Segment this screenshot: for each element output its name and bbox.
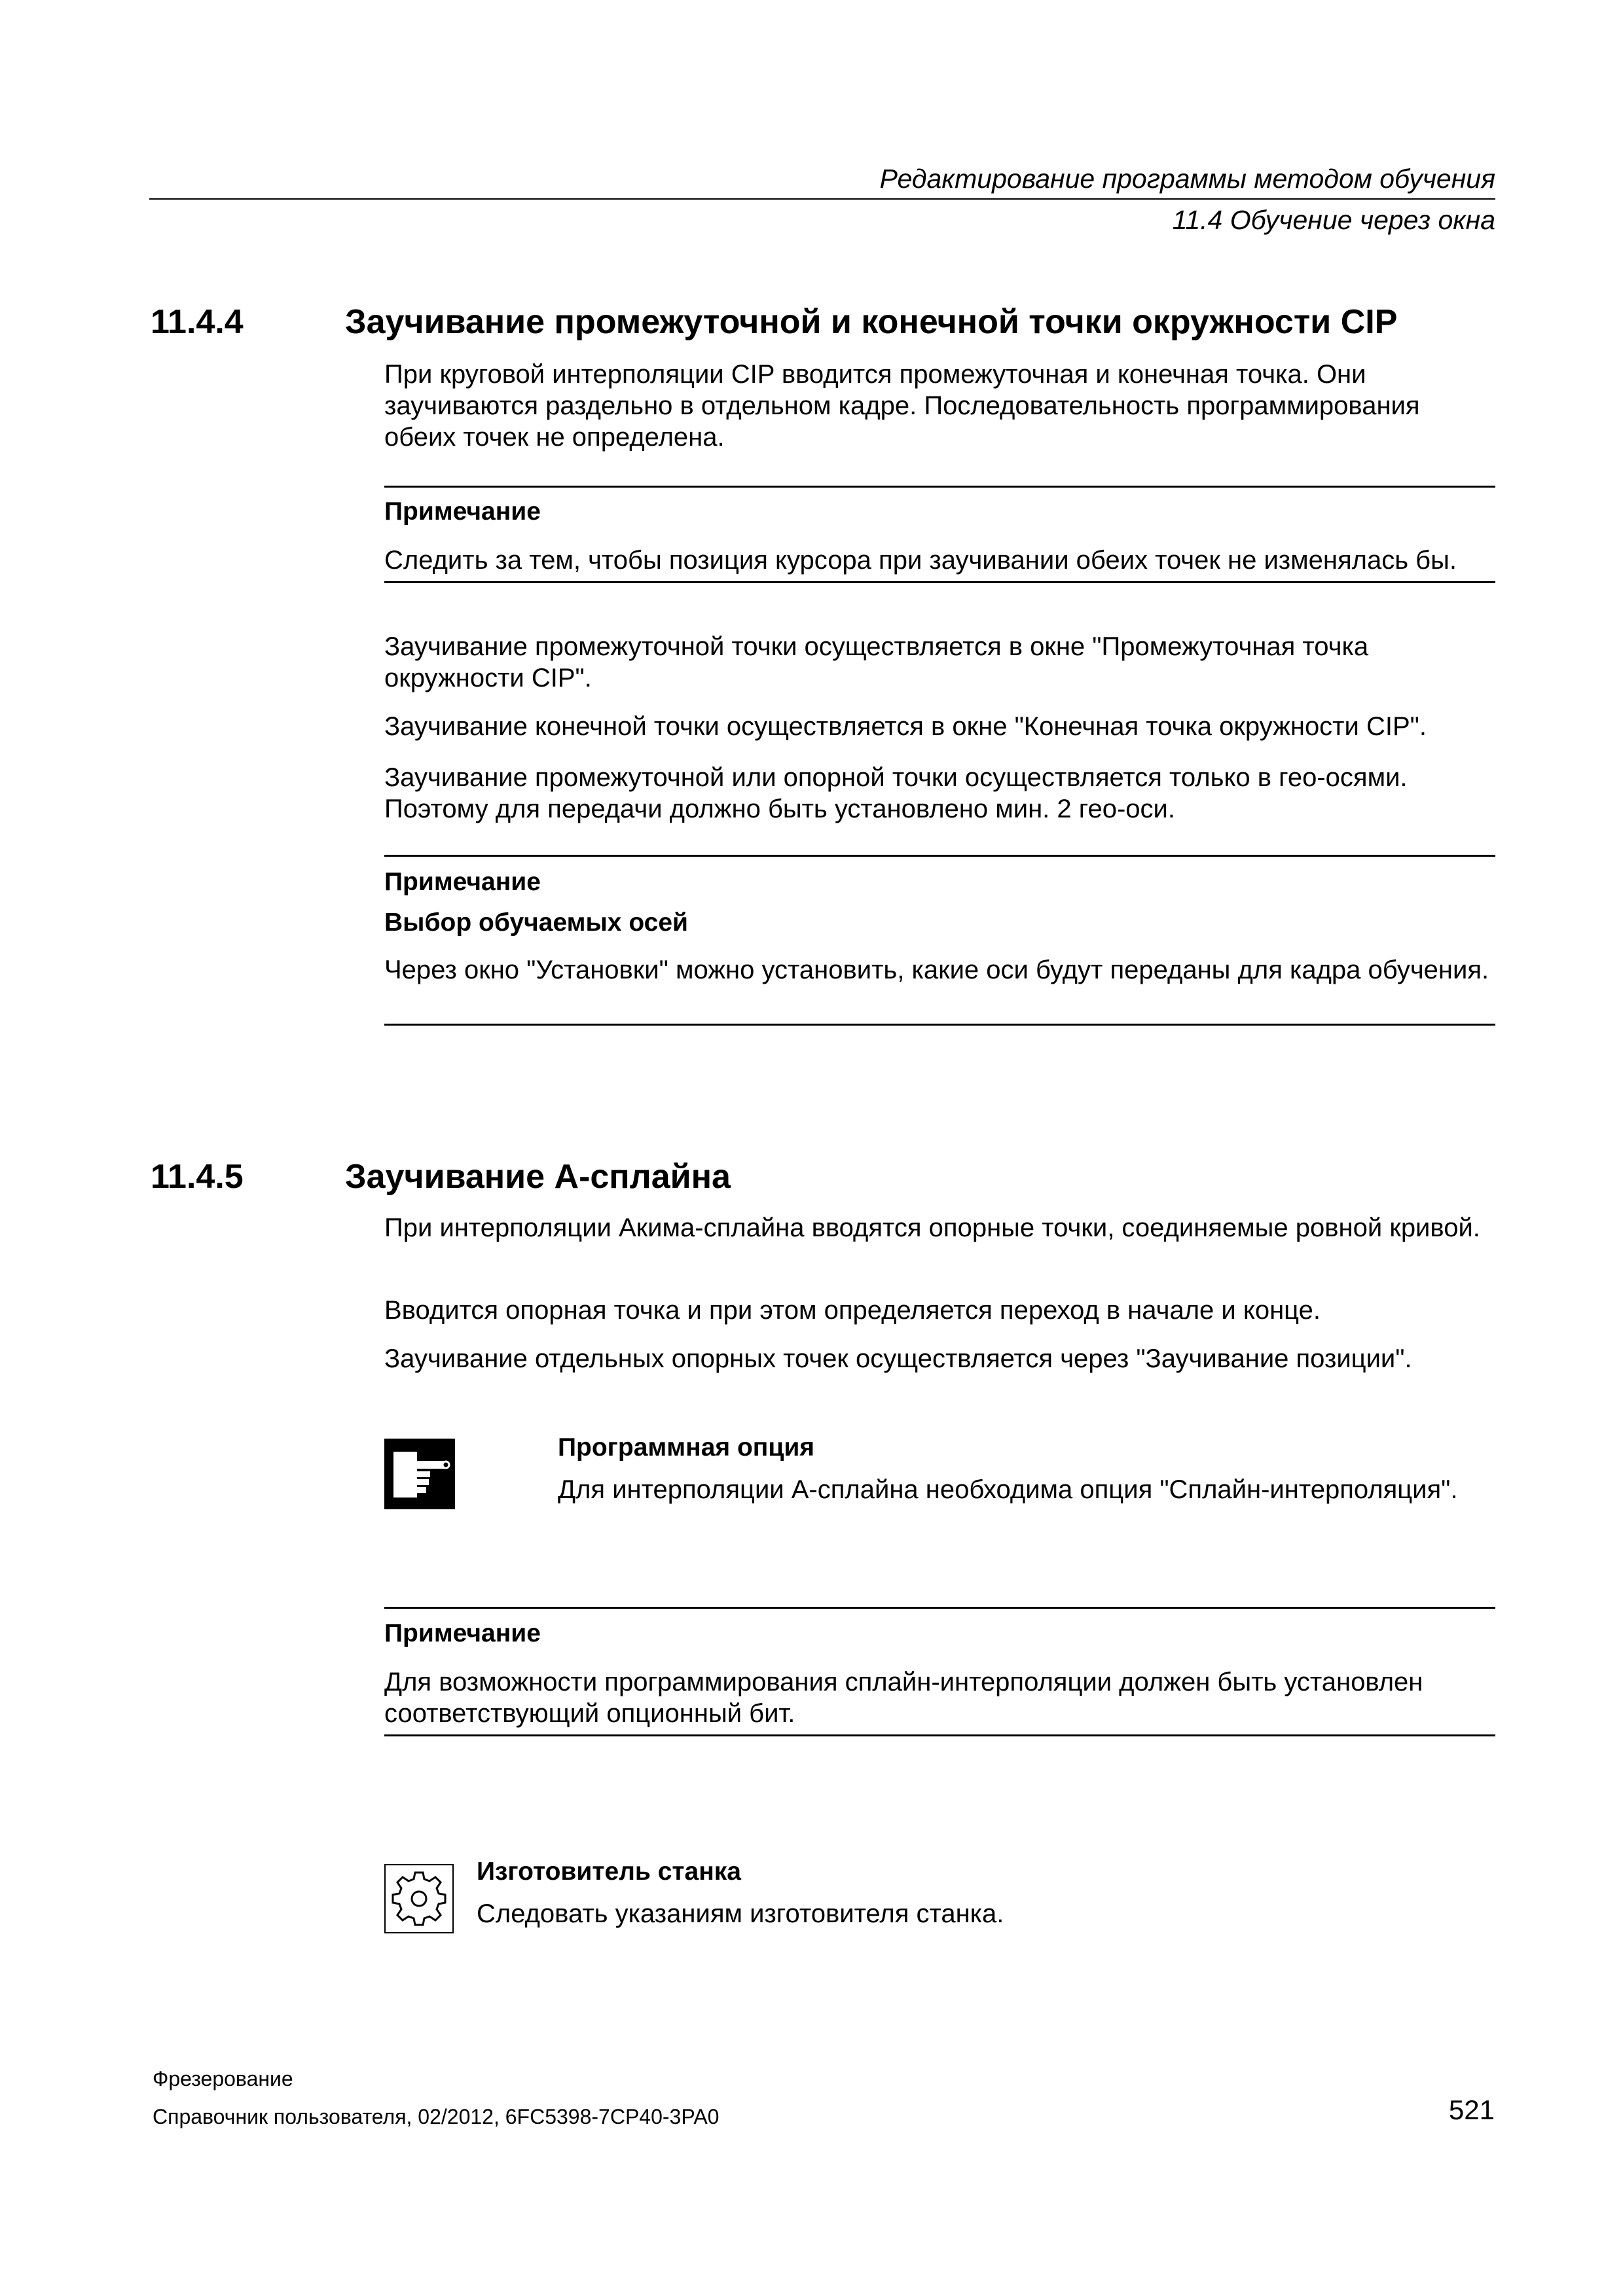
header-rule: [149, 198, 1495, 200]
manufacturer-heading: Изготовитель станка: [477, 1857, 741, 1886]
note-bottom-rule: [384, 1734, 1495, 1736]
note-bottom-rule: [384, 1024, 1495, 1026]
note-heading: Примечание: [384, 497, 541, 526]
note-top-rule: [384, 1607, 1495, 1609]
section-title: Заучивание A-сплайна: [345, 1158, 731, 1196]
page-number: 521: [1448, 2094, 1495, 2125]
note-top-rule: [384, 486, 1495, 488]
paragraph: Заучивание конечной точки осуществляется в окне "Конечная точка окружности CIP".: [384, 712, 1427, 741]
intro-paragraph: При круговой интерполяции CIP вводится промежуточная и конечная точка. Они заучиваются раздельно в отдельном кадре. Последовательность программирования обеих точек не определена.: [384, 360, 1420, 452]
running-header-section: 11.4 Обучение через окна: [1172, 205, 1495, 235]
section-number: 11.4.5: [151, 1158, 244, 1196]
paragraph: Заучивание промежуточной точки осуществляется в окне "Промежуточная точка окружности CIP".: [384, 632, 1369, 692]
paragraph: При интерполяции Акима-сплайна вводятся опорные точки, соединяемые ровной кривой.: [384, 1213, 1480, 1242]
note-heading: Примечание: [384, 1619, 541, 1647]
section-number: 11.4.4: [151, 303, 244, 341]
note-top-rule: [384, 855, 1495, 857]
manufacturer-text: Следовать указаниям изготовителя станка.: [477, 1899, 1004, 1928]
pointing-hand-icon: [384, 1439, 455, 1509]
paragraph: Вводится опорная точка и при этом определяется переход в начале и конце.: [384, 1296, 1321, 1325]
note-text: Через окно "Установки" можно установить, какие оси будут переданы для кадра обучения.: [384, 956, 1489, 984]
gear-icon: [384, 1864, 454, 1933]
option-text: Для интерполяции A-сплайна необходима опция "Сплайн-интерполяция".: [558, 1475, 1458, 1504]
note-text: Следить за тем, чтобы позиция курсора при заучивании обеих точек не изменялась бы.: [384, 546, 1457, 575]
paragraph: Заучивание отдельных опорных точек осуществляется через "Заучивание позиции".: [384, 1344, 1412, 1373]
option-heading: Программная опция: [558, 1433, 815, 1462]
paragraph: Заучивание промежуточной или опорной точки осуществляется только в гео-осями. Поэтому для передачи должно быть установлено мин. 2 гео-оси.: [384, 763, 1408, 823]
running-header-chapter: Редактирование программы методом обучения: [879, 164, 1495, 194]
footer-reference: Справочник пользователя, 02/2012, 6FC5398-7CP40-3PA0: [153, 2105, 720, 2128]
note-bottom-rule: [384, 581, 1495, 583]
note-text: Для возможности программирования сплайн-интерполяции должен быть установлен соответствующий опционный бит.: [384, 1668, 1423, 1728]
note-subheading: Выбор обучаемых осей: [384, 908, 688, 937]
footer-title: Фрезерование: [153, 2067, 293, 2090]
section-title: Заучивание промежуточной и конечной точки окружности CIP: [345, 303, 1398, 341]
note-heading: Примечание: [384, 868, 541, 896]
